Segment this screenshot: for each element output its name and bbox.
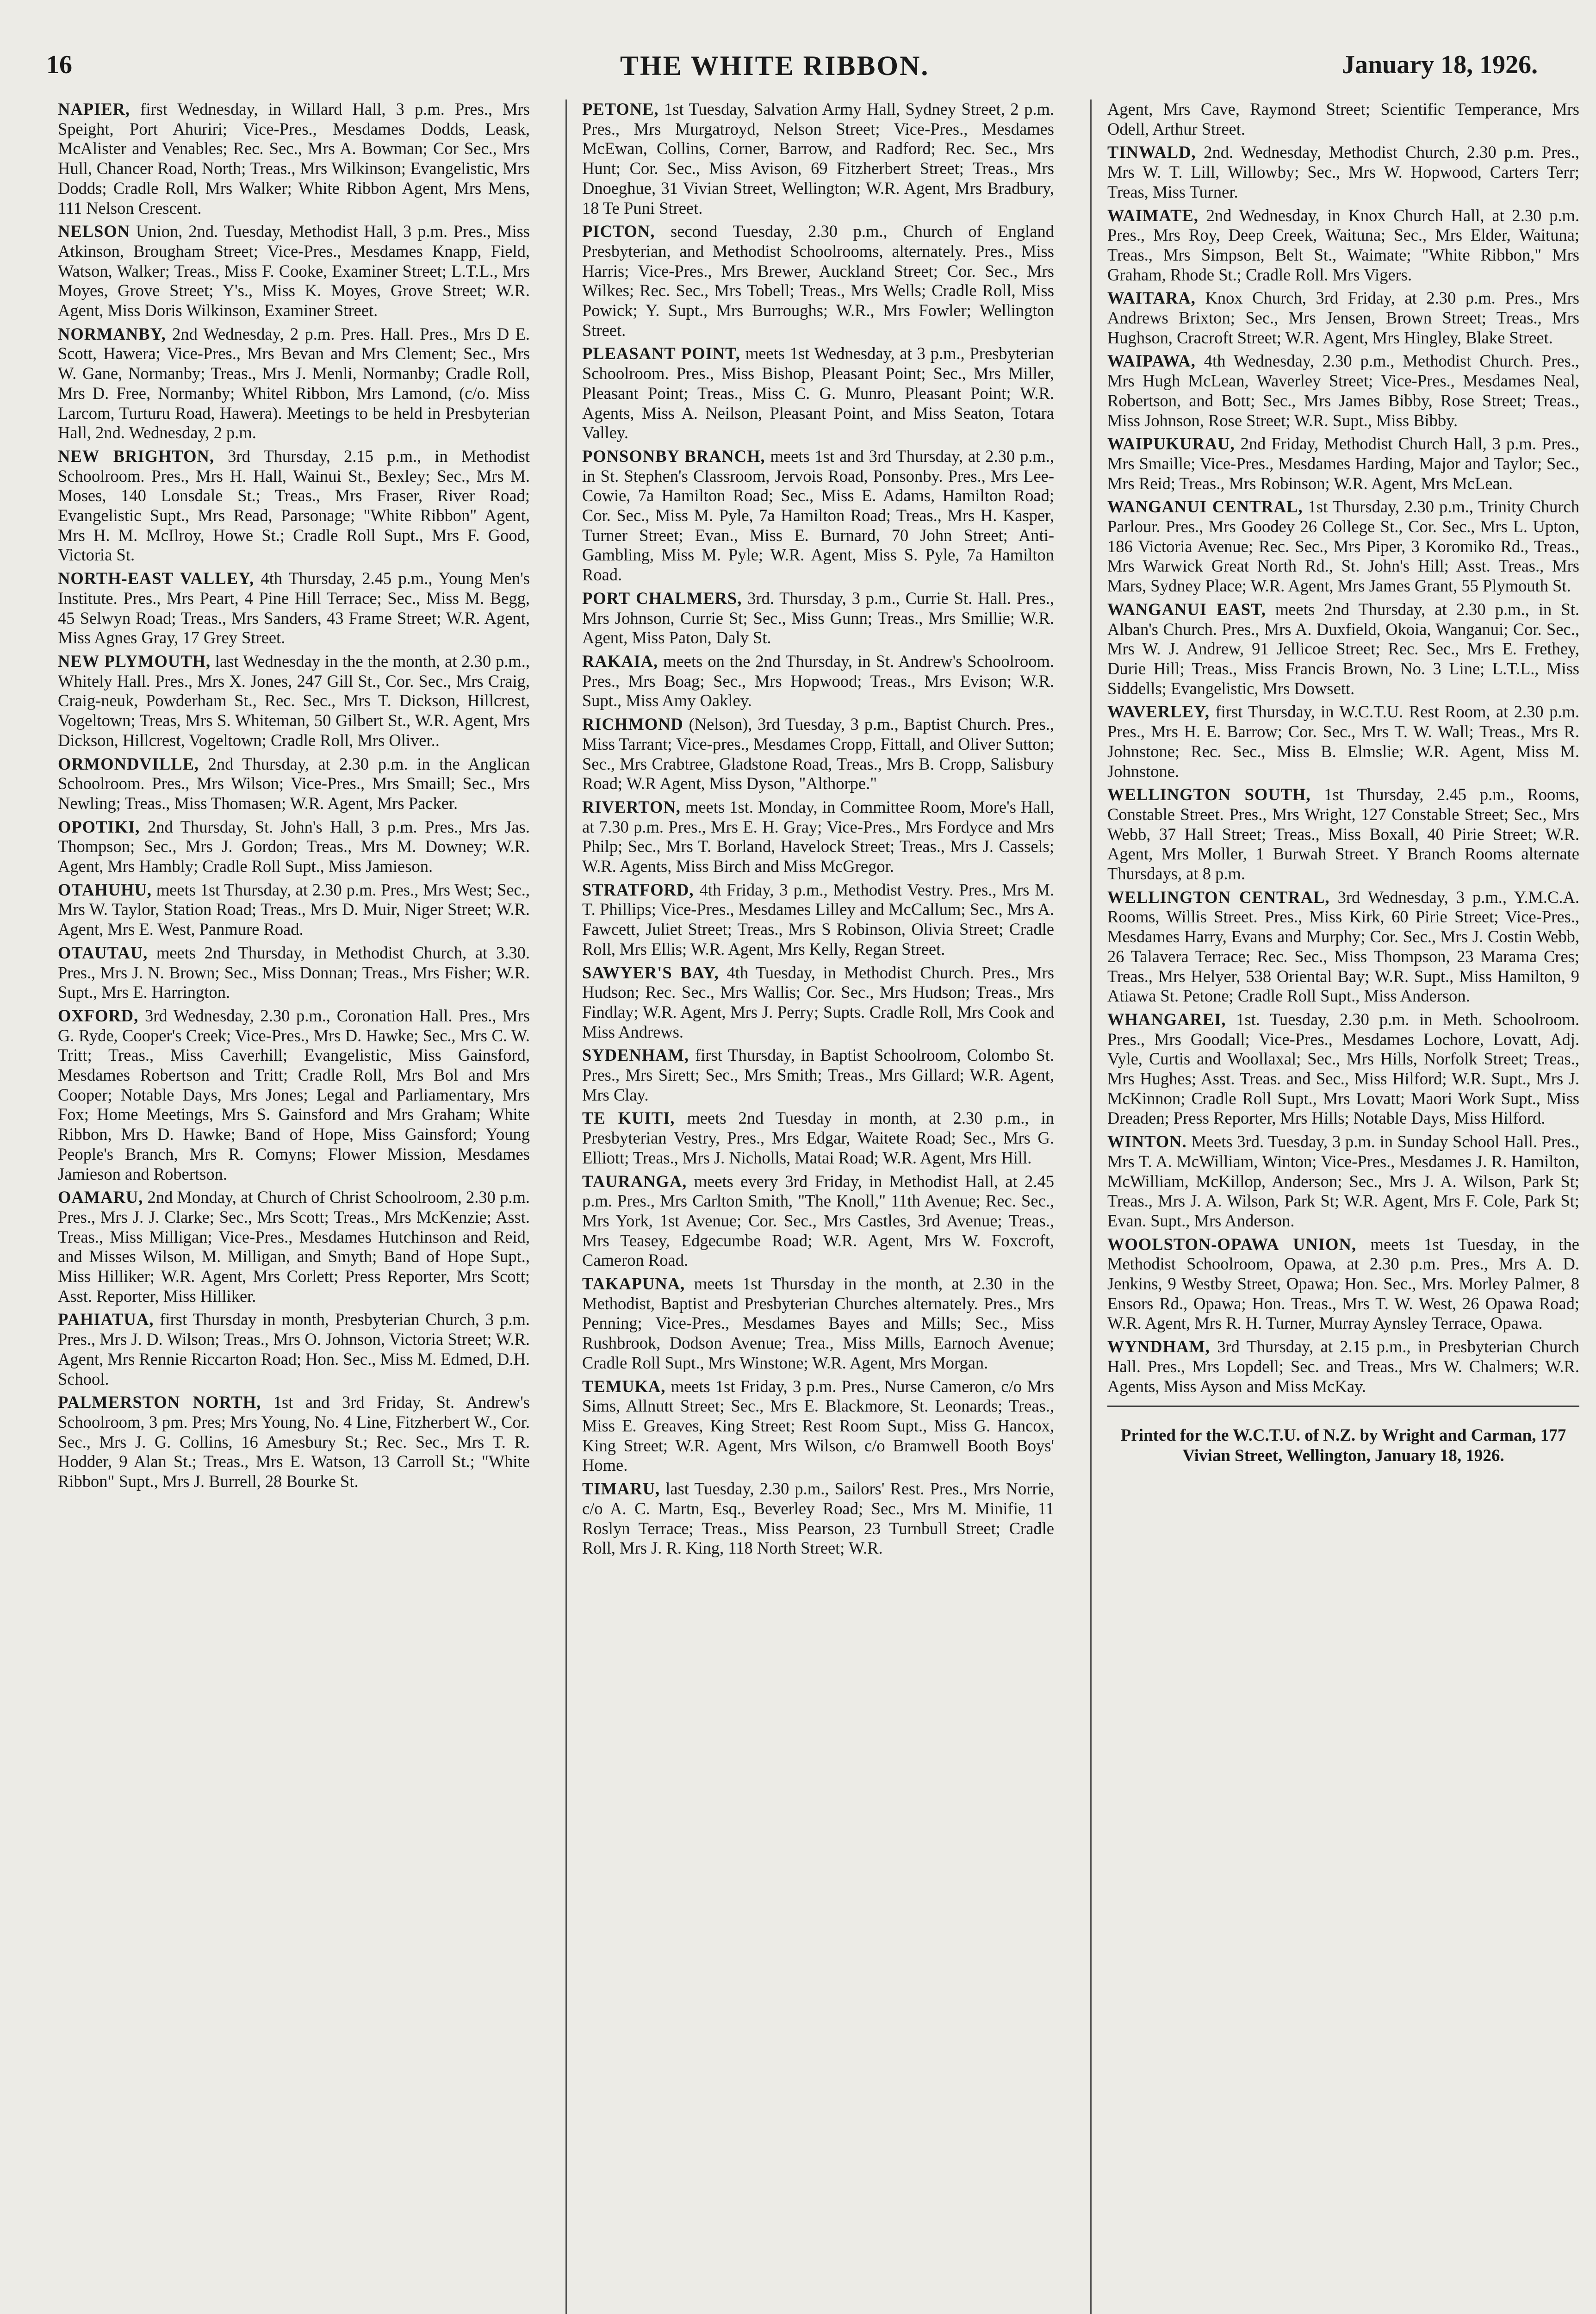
union-details: 3rd Thursday, 2.15 p.m., in Methodist Schoolroom. Pres., Mrs H. Hall, Wainui St., Bexley; Sec., Mrs M. Moses, 140 Lonsdale St.; Treas., Mrs Fraser, River Road; Evangelistic Supt., Mrs Read, Parsonage; "White Ribbon" Agent, Mrs H. M. McIlroy, Howe St.; Cradle Roll Supt., Mrs F. Good, Victoria St. <box>58 446 530 565</box>
union-entry <box>582 1479 1054 1558</box>
union-entry <box>582 1172 1054 1271</box>
union-name: PONSONBY BRANCH, <box>582 446 765 466</box>
union-details: first Thursday, in Baptist Schoolroom, Colombo St. Pres., Mrs Sirett; Sec., Mrs Smith; Treas., Mrs Gillard; W.R. Agent, Mrs Clay. <box>582 1045 1054 1104</box>
union-entry <box>1107 600 1579 699</box>
union-name: PETONE, <box>582 100 659 118</box>
union-entry <box>582 344 1054 443</box>
union-entry <box>1107 702 1579 781</box>
union-details: 1st Tuesday, Salvation Army Hall, Sydney Street, 2 p.m. Pres., Mrs Murgatroyd, Nelson Street; Vice-Pres., Mesdames McEwan, Collins, Corner, Barrow, and Radford; Rec. Sec., Mrs Hunt; Cor. Sec., Miss Avison, 69 Fitzherbert Street; Treas., Mrs Dnoeghue, 31 Vivian Street, Wellington; W.R. Agent, Mrs Bradbury, 18 Te Puni Street. <box>582 100 1054 218</box>
column-1 <box>58 100 530 1495</box>
union-name: TIMARU, <box>582 1479 660 1499</box>
union-name: WELLINGTON SOUTH, <box>1107 785 1311 804</box>
union-entry <box>1107 206 1579 285</box>
publication-title: THE WHITE RIBBON. <box>620 50 930 81</box>
column-3 <box>1107 100 1579 1466</box>
union-name: NEW BRIGHTON, <box>58 446 214 466</box>
union-name: TAKAPUNA, <box>582 1274 685 1294</box>
union-name: NORMANBY, <box>58 324 166 343</box>
union-entry <box>582 589 1054 648</box>
union-name: NELSON <box>58 222 130 241</box>
union-entry <box>582 652 1054 711</box>
union-entry <box>58 324 530 443</box>
union-details: 4th Tuesday, in Methodist Church. Pres., Mrs Hudson; Rec. Sec., Mrs Wallis; Cor. Sec., Mrs Hudson; Treas., Mrs Findlay; W.R. Agent, Mrs J. Perry; Supts. Cradle Roll, Mrs Cook and Miss Andrews. <box>582 963 1054 1041</box>
union-details: second Tuesday, 2.30 p.m., Church of England Presbyterian, and Methodist Schoolrooms, alternately. Pres., Miss Harris; Vice-Pres., Mrs Brewer, Auckland Street; Cor. Sec., Mrs Wilkes; Rec. Sec., Mrs Tobell; Treas., Mrs Wells; Cradle Roll, Miss Powick; Y. Supt., Mrs Burroughs; W.R., Mrs Fowler; Wellington Street. <box>582 222 1054 340</box>
union-name: WELLINGTON CENTRAL, <box>1107 887 1330 907</box>
union-details: meets every 3rd Friday, in Methodist Hall, at 2.45 p.m. Pres., Mrs Carlton Smith, "The Knoll," 11th Avenue; Rec. Sec., Mrs York, 1st Avenue; Cor. Sec., Mrs Castles, 3rd Avenue; Treas., Mrs Teasey, Edgecumbe Road; W.R. Agent, Mrs W. Foxcroft, Cameron Road. <box>582 1171 1054 1270</box>
union-name: WINTON. <box>1107 1132 1187 1151</box>
union-details: Agent, Mrs Cave, Raymond Street; Scientific Temperance, Mrs Odell, Arthur Street. <box>1107 100 1579 138</box>
union-name: WAIMATE, <box>1107 205 1199 225</box>
union-name: STRATFORD, <box>582 880 694 899</box>
union-details: 4th Thursday, 2.45 p.m., Young Men's Institute. Pres., Mrs Peart, 4 Pine Hill Terrace; Sec., Miss M. Begg, 45 Selwyn Road; Treas., Mrs Sanders, 43 Frame Street; W.R. Agent, Miss Agnes Gray, 17 Grey Street. <box>58 569 530 647</box>
union-name: RAKAIA, <box>582 651 658 671</box>
union-entry <box>582 1377 1054 1476</box>
union-entry <box>58 652 530 751</box>
union-entry <box>58 1393 530 1492</box>
union-name: PICTON, <box>582 222 655 241</box>
union-name: WYNDHAM, <box>1107 1337 1210 1356</box>
union-name: SAWYER'S BAY, <box>582 963 719 982</box>
union-name: WANGANUI CENTRAL, <box>1107 497 1303 516</box>
union-entry <box>58 1006 530 1184</box>
union-entry <box>1107 351 1579 430</box>
union-name: OPOTIKI, <box>58 817 140 836</box>
union-entry <box>1107 1132 1579 1231</box>
union-name: NORTH-EAST VALLEY, <box>58 569 255 588</box>
union-details: meets 1st Tuesday, in the Methodist Schoolroom, Opawa, at 2.30 p.m. Pres., Mrs A. D. Jenkins, 9 Westby Street, Opawa; Hon. Sec., Mrs. Morley Palmer, 8 Ensors Rd., Opawa; Hon. Treas., Mrs T. W. West, 26 Opawa Road; W.R. Agent, Mrs R. H. Turner, Murray Aynsley Terrace, Opawa. <box>1107 1234 1580 1333</box>
union-entry <box>1107 143 1579 202</box>
union-entry <box>58 880 530 939</box>
union-entry <box>582 880 1054 959</box>
union-entry <box>58 817 530 877</box>
page-header <box>0 23 1596 81</box>
issue-date: January 18, 1926. <box>1342 50 1538 79</box>
union-details: 1st Thursday, 2.30 p.m., Trinity Church Parlour. Pres., Mrs Goodey 26 College St., Cor. Sec., Mrs L. Upton, 186 Victoria Avenue; Rec. Sec., Mrs Piper, 3 Koromiko Rd., Treas., Mrs Warwick Great North Rd., St. John's Hill; Asst. Treas., Mrs Mars, Sydney Place; W.R. Agent, Mrs James Grant, 55 Plymouth St. <box>1107 497 1579 596</box>
union-entry <box>582 222 1054 340</box>
union-name: WAVERLEY, <box>1107 702 1210 722</box>
column-divider <box>565 100 567 2314</box>
union-entry <box>1107 434 1579 493</box>
union-entry <box>1107 785 1579 884</box>
union-name: OXFORD, <box>58 1006 139 1025</box>
union-entry <box>582 963 1054 1042</box>
union-entry <box>1107 100 1579 139</box>
union-name: TE KUITI, <box>582 1108 675 1128</box>
union-details: meets 2nd Thursday, at 2.30 p.m., in St. Alban's Church. Pres., Mrs A. Duxfield, Okoia, Wanganui; Cor. Sec., Mrs W. J. Andrew, 91 Jellicoe Street; Rec. Sec., Mrs E. Frethey, Durie Hill; Treas., Miss Francis Brown, No. 3 Line; L.T.L., Miss Siddells; Evangelistic, Mrs Dowsett. <box>1107 599 1579 698</box>
union-details: 2nd Thursday, St. John's Hall, 3 p.m. Pres., Mrs Jas. Thompson; Sec., Mrs J. Gordon; Treas., Mrs M. Downey; W.R. Agent, Mrs Hambly; Cradle Roll Supt., Miss Jamieson. <box>58 817 530 876</box>
union-entry <box>1107 1235 1579 1334</box>
union-name: WOOLSTON-OPAWA UNION, <box>1107 1234 1356 1254</box>
union-name: TINWALD, <box>1107 143 1196 162</box>
union-name: WAIPUKURAU, <box>1107 434 1235 454</box>
union-entry <box>582 1108 1054 1168</box>
union-name: TAURANGA, <box>582 1171 687 1191</box>
union-details: 4th Friday, 3 p.m., Methodist Vestry. Pres., Mrs M. T. Phillips; Vice-Pres., Mesdames Lilley and McCallum; Sec., Mrs A. Fawcett, Juliet Street; Treas., Mrs S Robinson, Olivia Street; Cradle Roll, Mrs Ellis; W.R. Agent, Mrs Kelly, Regan Street. <box>582 880 1054 958</box>
union-details: meets 1st Thursday, at 2.30 p.m. Pres., Mrs West; Sec., Mrs W. Taylor, Station Road; Treas., Mrs D. Muir, Niger Street; W.R. Agent, Mrs E. West, Panmure Road. <box>58 880 530 939</box>
union-name: WANGANUI EAST, <box>1107 599 1266 619</box>
union-name: PAHIATUA, <box>58 1310 154 1329</box>
union-details: first Thursday in month, Presbyterian Church, 3 p.m. Pres., Mrs J. D. Wilson; Treas., Mrs O. Johnson, Victoria Street; W.R. Agent, Mrs Rennie Riccarton Road; Hon. Sec., Miss M. Edmed, D.H. School. <box>58 1310 530 1388</box>
union-details: 2nd Monday, at Church of Christ Schoolroom, 2.30 p.m. Pres., Mrs J. J. Clarke; Sec., Mrs Scott; Treas., Mrs McKenzie; Asst. Treas., Miss Milligan; Vice-Pres., Mesdames Hutchinson and Reid, and Misses Wilson, M. Milligan, and Smyth; Band of Hope Supt., Miss Hilliker; W.R. Agent, Mrs Corlett; Press Reporter, Mrs Scott; Asst. Reporter, Miss Hilliker. <box>58 1188 530 1306</box>
union-entry <box>582 1274 1054 1373</box>
union-details: meets 2nd Thursday, in Methodist Church, at 3.30. Pres., Mrs J. N. Brown; Sec., Miss Donnan; Treas., Mrs Fisher; W.R. Supt., Mrs E. Harrington. <box>58 943 530 1002</box>
union-details: 1st and 3rd Friday, St. Andrew's Schoolroom, 3 pm. Pres; Mrs Young, No. 4 Line, Fitzherbert W., Cor. Sec., Mrs J. G. Collins, 16 Amesbury St.; Rec. Sec., Mrs T. R. Hodder, 9 Alan St.; Treas., Mrs E. Watson, 13 Carroll St.; "White Ribbon" Supt., Mrs J. Burrell, 28 Bourke St. <box>58 1393 530 1491</box>
union-details: 1st. Tuesday, 2.30 p.m. in Meth. Schoolroom. Pres., Mrs Goodall; Vice-Pres., Mesdames Lochore, Lovatt, Adj. Vyle, Curtis and Woollaxal; Sec., Mrs Hills, Norfolk Street; Treas., Mrs Hughes; Asst. Treas. and Sec., Miss Hilford; W.R. Supt., Mrs J. McKinnon; Cradle Roll Supt., Mrs Lovatt; Maori Work Supt., Miss Dreaden; Press Reporter, Mrs Hills; Notable Days, Miss Hilford. <box>1107 1009 1579 1128</box>
union-name: SYDENHAM, <box>582 1045 689 1065</box>
union-name: WAITARA, <box>1107 288 1196 308</box>
union-entry <box>58 754 530 814</box>
union-details: Union, 2nd. Tuesday, Methodist Hall, 3 p.m. Pres., Miss Atkinson, Brougham Street; Vice-Pres., Mesdames Knapp, Field, Watson, Walker; Treas., Miss F. Cooke, Examiner Street; L.T.L., Mrs Moyes, Grove Street; Y's., Miss K. Moyes, Grove Street; W.R. Agent, Miss Doris Wilkinson, Examiner Street. <box>58 222 530 320</box>
union-entry <box>58 1310 530 1389</box>
union-details: Knox Church, 3rd Friday, at 2.30 p.m. Pres., Mrs Andrews Brixton; Sec., Mrs Jensen, Brown Street; Treas., Mrs Hughson, Cracroft Street; W.R. Agent, Mrs Hingley, Blake Street. <box>1107 288 1579 347</box>
union-entry <box>582 797 1054 877</box>
union-details: last Wednesday in the the month, at 2.30 p.m., Whitely Hall. Pres., Mrs X. Jones, 247 Gill St., Cor. Sec., Mrs Craig, Craig-neuk, Powderham St., Rec. Sec., Mrs T. Dickson, Hillcrest, Vogeltown; Treas, Mrs S. Whiteman, 50 Gilbert St., W.R. Agent, Mrs Dickson, Hillcrest, Vogeltown; Cradle Roll, Mrs Oliver.. <box>58 651 530 750</box>
union-name: ORMONDVILLE, <box>58 754 199 773</box>
union-details: 2nd Thursday, at 2.30 p.m. in the Anglican Schoolroom. Pres., Mrs Wilson; Vice-Pres., Mrs Smaill; Sec., Mrs Newling; Treas., Miss Thomasen; W.R. Agent, Mrs Packer. <box>58 754 530 813</box>
union-entry <box>58 447 530 565</box>
union-entry <box>1107 497 1579 596</box>
union-details: meets on the 2nd Thursday, in St. Andrew's Schoolroom. Pres., Mrs Boag; Sec., Mrs Hopwood; Treas., Mrs Evison; W.R. Supt., Miss Amy Oakley. <box>582 651 1054 710</box>
union-entry <box>582 100 1054 218</box>
union-details: meets 1st Friday, 3 p.m. Pres., Nurse Cameron, c/o Mrs Sims, Allnutt Street; Sec., Mrs E. Blackmore, St. Leonards; Treas., Miss E. Greaves, King Street; Rest Room Supt., Miss G. Hancox, King Street; W.R. Agent, Mrs Wilson, c/o Bramwell Booth Boys' Home. <box>582 1376 1054 1475</box>
union-name: NEW PLYMOUTH, <box>58 651 211 671</box>
union-details: first Wednesday, in Willard Hall, 3 p.m. Pres., Mrs Speight, Port Ahuriri; Vice-Pres., Mesdames Dodds, Leask, McAlister and Venables; Rec. Sec., Mrs A. Bowman; Cor Sec., Mrs Hull, Chancer Road, North; Treas., Mrs Wilkinson; Evangelistic, Mrs Dodds; Cradle Roll, Mrs Walker; White Ribbon Agent, Mrs Mens, 111 Nelson Crescent. <box>58 100 530 218</box>
union-details: meets 1st Wednesday, at 3 p.m., Presbyterian Schoolroom. Pres., Miss Bishop, Pleasant Point; Sec., Mrs Miller, Pleasant Point; Treas., Miss C. G. Munro, Pleasant Point; W.R. Agents, Miss A. Neilson, Pleasant Point, and Miss Seaton, Totara Valley. <box>582 344 1054 442</box>
union-name: WHANGAREI, <box>1107 1009 1226 1029</box>
union-entry <box>58 222 530 321</box>
union-details: 2nd Friday, Methodist Church Hall, 3 p.m. Pres., Mrs Smaille; Vice-Pres., Mesdames Harding, Major and Taylor; Sec., Mrs Reid; Treas., Mrs Robinson; W.R. Agent, Mrs McLean. <box>1107 434 1579 493</box>
union-entry <box>58 569 530 648</box>
union-name: WAIPAWA, <box>1107 351 1196 371</box>
union-entry <box>1107 888 1579 1006</box>
union-entry <box>582 447 1054 585</box>
union-name: OAMARU, <box>58 1188 143 1207</box>
printer-imprint: Printed for the W.C.T.U. of N.Z. by Wright and Carman, 177 Vivian Street, Wellington, January 18, 1926. <box>1107 1406 1579 1466</box>
union-entry <box>1107 1337 1579 1396</box>
union-details: meets 2nd Tuesday in month, at 2.30 p.m., in Presbyterian Vestry, Pres., Mrs Edgar, Waitete Road; Sec., Mrs G. Elliott; Treas., Mrs J. Nicholls, Matai Road; W.R. Agent, Mrs Hill. <box>582 1108 1054 1167</box>
union-details: meets 1st Thursday in the month, at 2.30 in the Methodist, Baptist and Presbyterian Churches alternately. Pres., Mrs Penning; Vice-Pres., Mesdames Bayes and Mills; Sec., Miss Rushbrook, Dodson Avenue; Trea., Miss Mills, Earnoch Avenue; Cradle Roll Supt., Mrs Winstone; W.R. Agent, Mrs Morgan. <box>582 1274 1054 1372</box>
union-details: meets 1st and 3rd Thursday, at 2.30 p.m., in St. Stephen's Classroom, Jervois Road, Ponsonby. Pres., Mrs Lee-Cowie, 7a Hamilton Road; Sec., Miss E. Adams, Hamilton Road; Cor. Sec., Miss M. Pyle, 7a Hamilton Road; Treas., Mrs H. Kasper, Turner Street; Evan., Miss E. Burnard, 70 John Street; Anti-Gambling, Miss M. Pyle; W.R. Agent, Miss S. Pyle, 7a Hamilton Road. <box>582 446 1054 585</box>
union-name: NAPIER, <box>58 100 130 118</box>
column-divider <box>1090 100 1092 2314</box>
union-name: OTAUTAU, <box>58 943 148 962</box>
union-details: 3rd. Thursday, 3 p.m., Currie St. Hall. Pres., Mrs Johnson, Currie St; Sec., Miss Gunn; Treas., Mrs Smillie; W.R. Agent, Miss Paton, Daly St. <box>582 588 1055 647</box>
union-name: RICHMOND <box>582 715 683 734</box>
union-details: 3rd Thursday, at 2.15 p.m., in Presbyterian Church Hall. Pres., Mrs Lopdell; Sec. and Treas., Mrs W. Chalmers; W.R. Agents, Miss Ayson and Miss McKay. <box>1107 1337 1579 1396</box>
union-entry <box>58 943 530 1002</box>
union-details: last Tuesday, 2.30 p.m., Sailors' Rest. Pres., Mrs Norrie, c/o A. C. Martn, Esq., Beverley Road; Sec., Mrs M. Minifie, 11 Roslyn Terrace; Treas., Miss Pearson, 23 Turnbull Street; Cradle Roll, Mrs J. R. King, 118 North Street; W.R. <box>582 1479 1054 1558</box>
union-entry <box>1107 288 1579 348</box>
union-details: 3rd Wednesday, 3 p.m., Y.M.C.A. Rooms, Willis Street. Pres., Miss Kirk, 60 Pirie Street; Vice-Pres., Mesdames Harry, Evans and Murphy; Cor. Sec., Mrs J. Costin Webb, 26 Talavera Terrace; Rec. Sec., Miss Thompson, 23 Marama Cres; Treas., Mrs Helyer, 538 Oriental Bay; W.R. Supt., Miss Hamilton, 9 Atiawa St. Petone; Cradle Roll Supt., Miss Anderson. <box>1107 887 1580 1006</box>
union-entry <box>582 1045 1054 1105</box>
union-name: RIVERTON, <box>582 797 681 816</box>
union-entry <box>582 715 1054 794</box>
union-name: PALMERSTON NORTH, <box>58 1393 261 1412</box>
union-name: PORT CHALMERS, <box>582 588 742 608</box>
union-entry <box>1107 1010 1579 1128</box>
union-name: OTAHUHU, <box>58 880 152 899</box>
union-details: 1st Thursday, 2.45 p.m., Rooms, Constable Street. Pres., Mrs Wright, 127 Constable Street; Sec., Mrs Webb, 37 Hall Street; Treas., Miss Boxall, 40 Pirie Street; W.R. Agent, Mrs Moller, 1 Burwah Street. Y Branch Rooms alternate Thursdays, at 8 p.m. <box>1107 785 1579 883</box>
union-details: 2nd Wednesday, in Knox Church Hall, at 2.30 p.m. Pres., Mrs Roy, Deep Creek, Waituna; Sec., Mrs Elder, Waituna; Treas., Mrs Simpson, Belt St., Waimate; "White Ribbon," Mrs Graham, Rhode St.; Cradle Roll. Mrs Vigers. <box>1107 205 1579 284</box>
union-details: first Thursday, in W.C.T.U. Rest Room, at 2.30 p.m. Pres., Mrs H. E. Barrow; Cor. Sec., Mrs T. W. Wall; Treas., Mrs R. Johnstone; Rec. Sec., Miss B. Elmslie; W.R. Agent, Miss M. Johnstone. <box>1107 702 1579 781</box>
union-details: 2nd Wednesday, 2 p.m. Pres. Hall. Pres., Mrs D E. Scott, Hawera; Vice-Pres., Mrs Bevan and Mrs Clement; Sec., Mrs W. Gane, Normanby; Treas., Mrs J. Menli, Normanby; Cradle Roll, Mrs D. Free, Normanby; Whitel Ribbon, Mrs Lamond, (c/o. Miss Larcom, Turturu Road, Hawera). Meetings to be held in Presbyterian Hall, 2nd. Wednesday, 2 p.m. <box>58 324 530 442</box>
union-details: 4th Wednesday, 2.30 p.m., Methodist Church. Pres., Mrs Hugh McLean, Waverley Street; Vice-Pres., Mesdames Neal, Robertson, and Bott; Sec., Mrs James Bibby, Rose Street; Treas., Miss Johnson, Rose Street; W.R. Supt., Miss Bibby. <box>1107 351 1579 430</box>
union-name: TEMUKA, <box>582 1376 666 1396</box>
union-entry <box>58 100 530 218</box>
union-entry <box>58 1188 530 1306</box>
union-details: meets 1st. Monday, in Committee Room, More's Hall, at 7.30 p.m. Pres., Mrs E. H. Gray; Vice-Pres., Mrs Fordyce and Mrs Philp; Sec., Mrs T. Borland, Havelock Street; Treas., Mrs J. Cassels; W.R. Agents, Miss Birch and Miss McGregor. <box>582 797 1054 876</box>
union-details: Meets 3rd. Tuesday, 3 p.m. in Sunday School Hall. Pres., Mrs T. A. McWilliam, Winton; Vice-Pres., Mesdames J. R. Hamilton, McWilliam, McKillop, Anderson; Sec., Mrs J. A. Wilson, Park St; Treas., Mrs J. A. Wilson, Park St; W.R. Agent, Mrs F. Cole, Park St; Evan. Supt., Mrs Anderson. <box>1107 1132 1579 1230</box>
page-number: 16 <box>46 50 72 79</box>
column-2 <box>582 100 1054 1562</box>
union-details: 3rd Wednesday, 2.30 p.m., Coronation Hall. Pres., Mrs G. Ryde, Cooper's Creek; Vice-Pres., Mrs D. Hawke; Sec., Mrs C. W. Tritt; Treas., Miss Caverhill; Evangelistic, Miss Gainsford, Mesdames Robertson and Tritt; Cradle Roll, Mrs Bol and Mrs Cooper; Notable Days, Mrs Jones; Legal and Parliamentary, Mrs Fox; Home Meetings, Mrs S. Gainsford and Mrs Graham; White Ribbon, Mrs D. Hawke; Band of Hope, Miss Gainsford; Young People's Branch, Mrs R. Comyns; Flower Mission, Mesdames Jamieson and Robertson. <box>58 1006 530 1183</box>
union-name: PLEASANT POINT, <box>582 344 740 363</box>
union-details: 2nd. Wednesday, Methodist Church, 2.30 p.m. Pres., Mrs W. T. Lill, Willowby; Sec., Mrs W. Hopwood, Carters Terr; Treas, Miss Turner. <box>1107 143 1579 201</box>
union-details: (Nelson), 3rd Tuesday, 3 p.m., Baptist Church. Pres., Miss Tarrant; Vice-pres., Mesdames Cropp, Fittall, and Oliver Sutton; Sec., Mrs Crabtree, Gladstone Road, Treas., Mrs B. Cropp, Salisbury Road; W.R Agent, Miss Dyson, "Althorpe." <box>582 715 1054 793</box>
